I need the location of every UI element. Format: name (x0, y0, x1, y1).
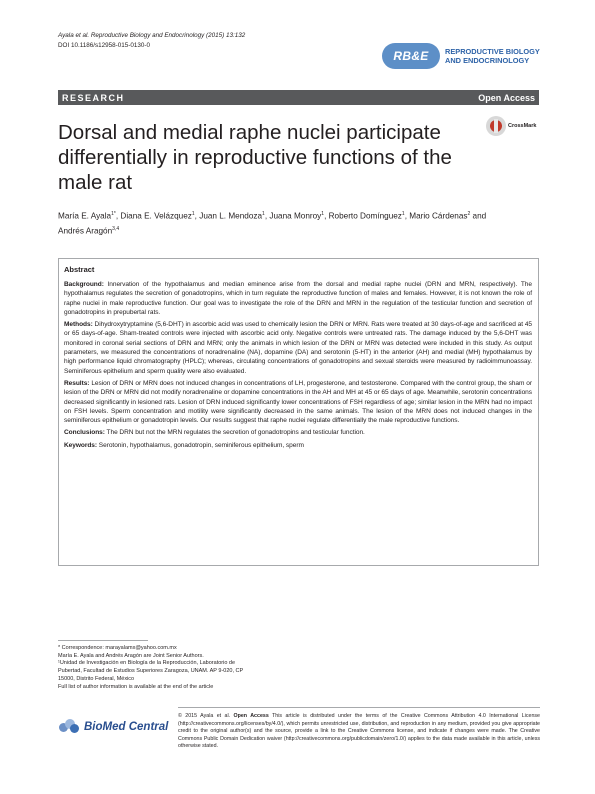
author-separator: , (324, 211, 329, 221)
author-separator: , (264, 211, 270, 221)
journal-badge-icon: RB&E (382, 43, 440, 69)
copyright: © 2015 Ayala et al. (178, 713, 234, 719)
abstract-section-text: Lesion of DRN or MRN does not induced changes in concentrations of LH, progesterone, and testosterone. Compared with the control group, the sham or lesion of the DRN or MRN did not modify noradrenaline or dopamine concentrations in the AH and MH at 45 or 65 days of age. Meanwhile, serotonin concentrations decreased significantly in lesioned rats. Lesion of DRN induced significantly lower concentrations of FSH regardless of age; similar lesion in the MRN had no impact on FSH levels. Sperm concentration and motility were significantly decreased in the same animals. The lesion of the MRN does not induced changes in the seminiferous epithelium or gonadotropin levels. Our results suggest that raphe nuclei regulate differentially the male reproductive functions. (64, 379, 532, 425)
author-name: Mario Cárdenas (409, 211, 468, 221)
abstract-section-label: Conclusions: (64, 429, 105, 437)
footnote-line: Pubertad, Facultad de Estudios Superiores Zaragoza, UNAM. AP 9-020, CP (58, 668, 244, 675)
author-name: Roberto Domínguez (328, 211, 402, 221)
abstract-paragraph (64, 280, 532, 317)
author-separator: , (404, 211, 410, 221)
citation-block (58, 31, 245, 50)
abstract-section-label: Results: (64, 379, 90, 387)
journal-logo (382, 43, 540, 69)
abstract-section-label: Methods: (64, 321, 93, 329)
crossmark-button[interactable] (486, 116, 536, 136)
open-access-label: Open Access (478, 92, 535, 103)
abstract-section-label: Background: (64, 281, 104, 288)
author-affiliation-mark[interactable]: 1 (401, 211, 405, 217)
biomed-central-icon (59, 719, 81, 735)
footnote-line: María E. Ayala and Andrés Aragón are Joint Senior Authors. (58, 652, 204, 659)
abstract-section-label: Keywords: (64, 441, 98, 449)
license-divider (178, 707, 540, 708)
author-separator: , (194, 211, 200, 221)
author-name: Andrés Aragón (58, 226, 113, 236)
abstract-section-text: Innervation of the hypothalamus and median eminence arise from the dorsal and medial raphe nuclei (DRN and MRN, respectively). The hypothalamus regulates the secretion of gonadotropins, which in turn regulate the reproductive function of males and females. However, it is not known the role of raphe nuclei in male reproductive function. Our goal was to investigate the role of the DRN and MRN in the regulation of the testicular function and secretion of gonadotropins in prepubertal rats. (64, 281, 532, 316)
section-bar (58, 90, 539, 105)
author-affiliation-mark[interactable]: 1 (191, 211, 195, 217)
abstract-paragraph (64, 320, 532, 376)
footnote-line[interactable]: * Correspondence: marayalamx@yahoo.com.mx (58, 645, 177, 651)
abstract-paragraph (64, 379, 532, 425)
abstract-section-text: Dihydroxytryptamine (5,6-DHT) in ascorbic acid was used to chemically lesion the DRN or MRN. Rats were treated at 30 days-of-age and sacrificed at 45 or 65 days-of-age. Sham-treated controls were injected with ascorbic acid only. Negative controls were untreated rats. The damage induced by the 5,6-DHT was monitored in coronal serial sections of DRN and MRN; only the animals in which lesion of the DRN or MRN was detected were included in this study. As output parameters, we measured the concentrations of noradrenaline (NA), dopamine (DA) and serotonin (5-HT) in the anterior (AH) and medial (MH) hypothalamus by high performance liquid chromatography (HPLC); whereas, circulating concentrations of gonadotropins and sexual steroids were measured by radioimmunoassay. Seminiferous epithelium and sperm quality were also evaluated. (64, 321, 532, 375)
publisher-logo (59, 719, 168, 735)
author-name: Juan L. Mendoza (199, 211, 263, 221)
footnote-line: ¹Unidad de Investigación en Biología de la Reproducción, Laboratorio de (58, 660, 236, 667)
footnote-line: 15000, Distrito Federal, México (58, 675, 135, 682)
abstract-sections (64, 280, 532, 450)
abstract-box (58, 258, 539, 566)
license-text (178, 713, 540, 751)
abstract-section-text: Serotonin, hypothalamus, gonadotropin, seminiferous epithelium, sperm (97, 441, 304, 449)
author-affiliation-mark[interactable]: 1 (321, 211, 325, 217)
author-name: María E. Ayala (58, 211, 112, 221)
author-affiliation-mark[interactable]: 3,4 (112, 226, 120, 233)
journal-name-line-2: AND ENDOCRINOLOGY (445, 56, 530, 65)
author-separator: , (115, 211, 121, 221)
author-list (58, 208, 498, 238)
article-title: Dorsal and medial raphe nuclei participate differentially in reproductive functions of the male rat (58, 121, 452, 194)
doi[interactable]: DOI 10.1186/s12958-015-0130-0 (58, 41, 150, 49)
article-type: RESEARCH (62, 92, 125, 103)
author-affiliation-mark[interactable]: 1 (262, 211, 265, 217)
abstract-heading: Abstract (64, 265, 95, 274)
abstract-paragraph (64, 428, 532, 437)
author-separator: and (470, 211, 487, 221)
crossmark-icon (486, 116, 506, 136)
author-affiliation-mark[interactable]: 1* (111, 211, 116, 217)
abstract-section-text: The DRN but not the MRN regulates the secretion of gonadotropins and testicular function. (104, 429, 365, 437)
license-body: This article is distributed under the terms of the Creative Commons Attribution 4.0 International License (http://creativecommons.org/licenses/by/4.0/), which permits unrestricted use, distribution, and reproduction in any medium, provided you give appropriate credit to the original author(s) and the source, provide a link to the Creative Commons license, and indicate if changes were made. The Creative Commons Public Domain Dedication waiver (http://creativecommons.org/publicdomain/zero/1.0/) applies to the data made available in this article, unless otherwise stated. (178, 713, 540, 750)
footnote-divider (58, 640, 148, 641)
author-affiliation-mark[interactable]: 2 (467, 211, 471, 217)
journal-citation: Ayala et al. Reproductive Biology and Endocrinology (2015) 13:132 (58, 32, 246, 39)
open-access-bold: Open Access (233, 713, 269, 719)
footnotes (58, 645, 298, 691)
author-name: Diana E. Velázquez (120, 211, 192, 221)
footnote-line: Full list of author information is available at the end of the article (58, 683, 214, 690)
author-name: Juana Monroy (269, 211, 322, 221)
journal-name-line-1: REPRODUCTIVE BIOLOGY (445, 47, 540, 56)
publisher-name: BioMed Central (84, 721, 169, 733)
abstract-paragraph (64, 441, 532, 450)
journal-name (445, 47, 540, 65)
crossmark-label: CrossMark (508, 123, 537, 129)
